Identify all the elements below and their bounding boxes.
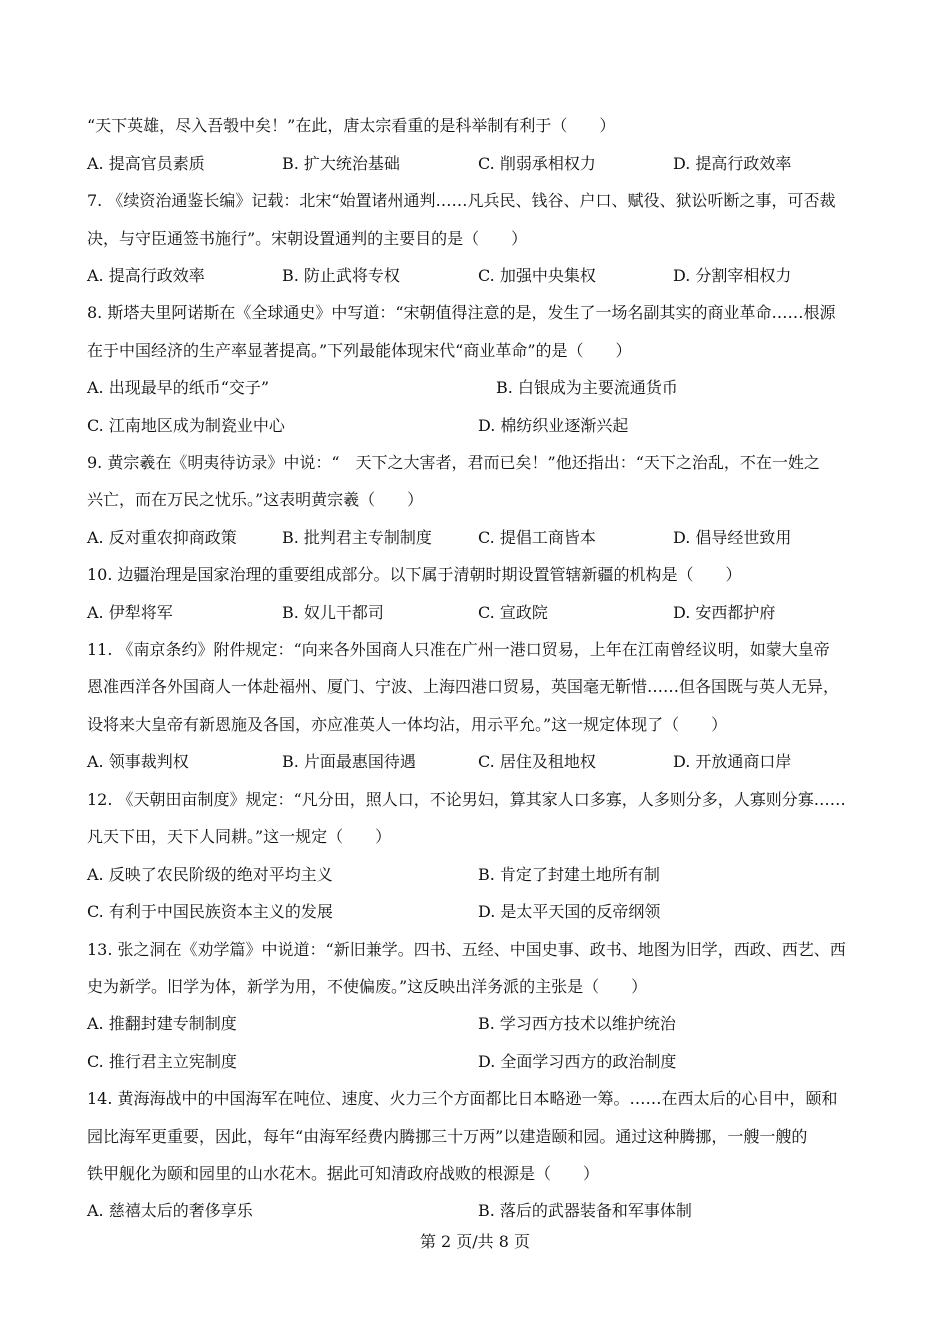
q7-option-c: C. 加强中央集权 bbox=[478, 266, 596, 285]
q13-option-b: B. 学习西方技术以维护统治 bbox=[478, 1014, 676, 1033]
q12-option-b: B. 肯定了封建土地所有制 bbox=[478, 865, 660, 884]
q10-stem-line-1: 10. 边疆治理是国家治理的重要组成部分。以下属于清朝时期设置管辖新疆的机构是（ ） bbox=[87, 565, 742, 584]
q13-option-c: C. 推行君主立宪制度 bbox=[87, 1052, 237, 1071]
q6-option-c: C. 削弱承相权力 bbox=[478, 154, 596, 173]
q11-option-d: D. 开放通商口岸 bbox=[673, 752, 792, 771]
q13-stem-line-2: 史为新学。旧学为体，新学为用，不使偏废。”这反映出洋务派的主张是（ ） bbox=[87, 977, 648, 996]
q11-option-a: A. 领事裁判权 bbox=[87, 752, 189, 771]
q10-option-b: B. 奴儿干都司 bbox=[282, 603, 384, 622]
q8-stem-line-2: 在于中国经济的生产率显著提高。”下列最能体现宋代“商业革命”的是（ ） bbox=[87, 341, 632, 360]
q14-stem-line-2: 园比海军更重要，因此，每年“由海军经费内腾挪三十万两”以建造颐和园。通过这种腾挪，一艘一艘的 bbox=[87, 1127, 808, 1146]
q7-stem-line-2: 决，与守臣通签书施行”。宋朝设置通判的主要目的是（ ） bbox=[87, 229, 528, 248]
q9-option-d: D. 倡导经世致用 bbox=[673, 528, 792, 547]
q14-option-a: A. 慈禧太后的奢侈享乐 bbox=[87, 1201, 253, 1220]
q9-option-b: B. 批判君主专制制度 bbox=[282, 528, 432, 547]
q8-option-d: D. 棉纺织业逐渐兴起 bbox=[478, 416, 629, 435]
q12-option-c: C. 有利于中国民族资本主义的发展 bbox=[87, 902, 333, 921]
q12-option-a: A. 反映了农民阶级的绝对平均主义 bbox=[87, 865, 333, 884]
q8-option-a: A. 出现最早的纸币“交子” bbox=[87, 378, 270, 397]
q7-stem-line-1: 7. 《续资治通鉴长编》记载：北宋“始置诸州通判……凡兵民、钱谷、户口、赋役、狱讼听断之事，可否裁 bbox=[87, 191, 836, 210]
q13-option-a: A. 推翻封建专制制度 bbox=[87, 1014, 237, 1033]
q10-option-a: A. 伊犁将军 bbox=[87, 603, 173, 622]
q6-option-b: B. 扩大统治基础 bbox=[282, 154, 400, 173]
q14-stem-line-3: 铁甲舰化为颐和园里的山水花木。据此可知清政府战败的根源是（ ） bbox=[87, 1164, 600, 1183]
q12-option-d: D. 是太平天国的反帝纲领 bbox=[478, 902, 661, 921]
q8-option-c: C. 江南地区成为制瓷业中心 bbox=[87, 416, 285, 435]
q6-stem-line: “天下英雄，尽入吾彀中矣！”在此，唐太宗看重的是科举制有利于（ ） bbox=[87, 116, 616, 135]
q11-stem-line-3: 设将来大皇帝有新恩施及各国，亦应准英人一体均沾，用示平允。”这一规定体现了（ ） bbox=[87, 715, 728, 734]
q8-stem-line-1: 8. 斯塔夫里阿诺斯在《全球通史》中写道：“宋朝值得注意的是，发生了一场名副其实的商业革命……根源 bbox=[87, 303, 836, 322]
q9-option-c: C. 提倡工商皆本 bbox=[478, 528, 596, 547]
q12-stem-line-2: 凡天下田，天下人同耕。”这一规定（ ） bbox=[87, 827, 392, 846]
q14-option-b: B. 落后的武器装备和军事体制 bbox=[478, 1201, 692, 1220]
q7-option-d: D. 分割宰相权力 bbox=[673, 266, 792, 285]
q13-stem-line-1: 13. 张之洞在《劝学篇》中说道：“新旧兼学。四书、五经、中国史事、政书、地图为旧学，西政、西艺、西 bbox=[87, 940, 846, 959]
q9-stem-line-2: 兴亡，而在万民之忧乐。”这表明黄宗羲（ ） bbox=[87, 490, 424, 509]
q13-option-d: D. 全面学习西方的政治制度 bbox=[478, 1052, 677, 1071]
q9-stem-line-1: 9. 黄宗羲在《明夷待访录》中说：“ 天下之大害者，君而已矣！”他还指出：“天下之治乱，不在一姓之 bbox=[87, 453, 820, 472]
q7-option-a: A. 提高行政效率 bbox=[87, 266, 205, 285]
q12-stem-line-1: 12. 《天朝田亩制度》规定：“凡分田，照人口，不论男妇，算其家人口多寡，人多则分多，人寡则分寡…… bbox=[87, 790, 846, 809]
q6-option-d: D. 提高行政效率 bbox=[673, 154, 792, 173]
q11-stem-line-2: 恩准西洋各外国商人一体赴福州、厦门、宁波、上海四港口贸易，英国毫无靳惜……但各国既与英人无异， bbox=[87, 677, 840, 696]
page-number-footer: 第 2 页/共 8 页 bbox=[419, 1232, 531, 1251]
q6-option-a: A. 提高官员素质 bbox=[87, 154, 205, 173]
q9-option-a: A. 反对重农抑商政策 bbox=[87, 528, 237, 547]
q11-stem-line-1: 11. 《南京条约》附件规定：“向来各外国商人只准在广州一港口贸易，上年在江南曾经议明，如蒙大皇帝 bbox=[87, 640, 830, 659]
q10-option-d: D. 安西都护府 bbox=[673, 603, 776, 622]
q7-option-b: B. 防止武将专权 bbox=[282, 266, 400, 285]
q10-option-c: C. 宣政院 bbox=[478, 603, 548, 622]
q8-option-b: B. 白银成为主要流通货币 bbox=[496, 378, 678, 397]
q11-option-c: C. 居住及租地权 bbox=[478, 752, 596, 771]
q11-option-b: B. 片面最惠国待遇 bbox=[282, 752, 416, 771]
q14-stem-line-1: 14. 黄海海战中的中国海军在吨位、速度、火力三个方面都比日本略逊一筹。……在西太后的心目中，颐和 bbox=[87, 1089, 838, 1108]
